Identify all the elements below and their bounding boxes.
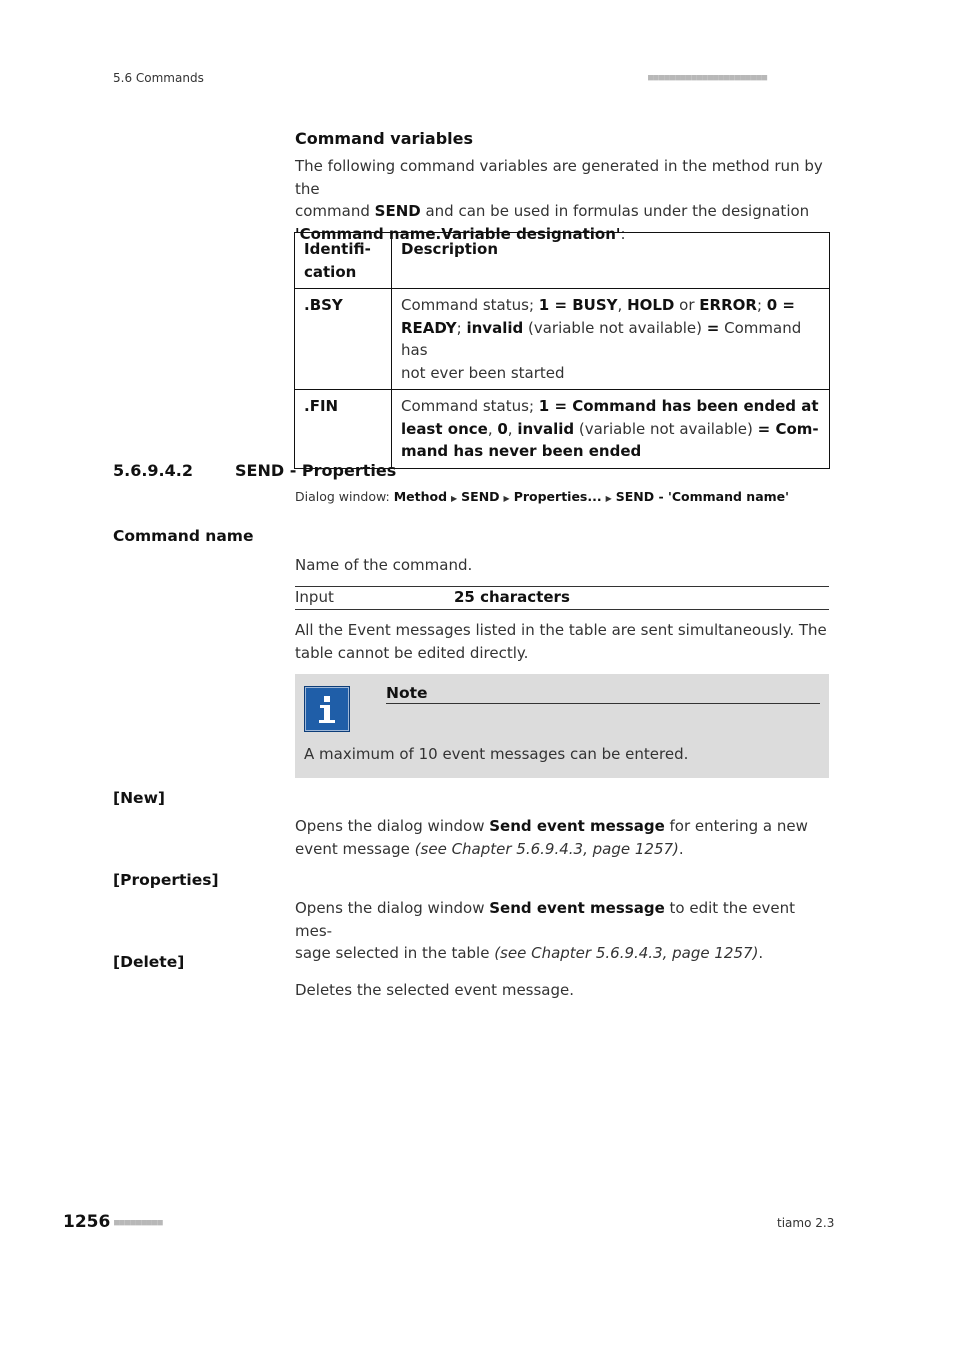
note-title: Note: [386, 684, 820, 704]
properties-button-label: [Properties]: [113, 871, 219, 889]
description-header: Description: [392, 233, 830, 289]
arrow-right-icon: ▶: [503, 494, 510, 503]
table-row: [295, 390, 830, 469]
note-text: A maximum of 10 event messages can be entered.: [304, 745, 689, 763]
chapter-link[interactable]: (see Chapter 5.6.9.4.3, page 1257): [494, 944, 759, 962]
page-number: 1256: [63, 1212, 111, 1232]
chapter-link[interactable]: (see Chapter 5.6.9.4.3, page 1257): [414, 839, 679, 858]
command-variables-intro: The following command variables are generated in the method run by the command SEND and can be used in formulas under the designation 'Command name.Variable designation':: [295, 157, 823, 243]
variable-description: Command status; 1 = Command has been ended at least once, 0, invalid (variable not available) = Com- mand has never been ended: [392, 390, 830, 469]
delete-button-label: [Delete]: [113, 953, 185, 971]
variable-id: .FIN: [295, 390, 392, 469]
identification-header: Identifi- cation: [295, 233, 392, 289]
command-name-label: Command name: [113, 527, 254, 545]
input-value: 25 characters: [454, 588, 570, 606]
section-title: SEND - Properties: [235, 461, 397, 480]
info-icon: [304, 686, 350, 732]
command-name-desc: Name of the command.: [295, 556, 473, 574]
arrow-right-icon: ▶: [605, 494, 612, 503]
note-box: [295, 674, 829, 778]
dialog-path: Dialog window: Method ▶ SEND ▶ Properties... ▶ SEND - 'Command name': [295, 489, 789, 504]
command-variables-table: [294, 232, 830, 469]
input-label: Input: [295, 588, 334, 606]
table-header-row: [295, 233, 830, 289]
new-button-label: [New]: [113, 789, 165, 807]
footer-dots: ■■■■■■■■■: [114, 1218, 163, 1228]
header-dots: ■■■■■■■■■■■■■■■■■■■■■■: [648, 73, 768, 83]
variable-id: .BSY: [295, 289, 392, 390]
running-header-section: 5.6 Commands: [113, 71, 204, 85]
command-variables-heading: Command variables: [295, 129, 473, 148]
arrow-right-icon: ▶: [451, 494, 458, 503]
new-button-desc: Opens the dialog window Send event message for entering a new event message (see Chapter 5.6.9.4.3, page 1257).: [295, 817, 808, 858]
command-name-note: All the Event messages listed in the table are sent simultaneously. The table cannot be edited directly.: [295, 621, 827, 662]
section-number: 5.6.9.4.2: [113, 461, 193, 480]
table-row: [295, 289, 830, 390]
properties-button-desc: Opens the dialog window Send event message to edit the event mes- sage selected in the table (see Chapter 5.6.9.4.3, page 1257).: [295, 899, 796, 962]
input-spec-table: [295, 586, 829, 610]
variable-description: Command status; 1 = BUSY, HOLD or ERROR; 0 = READY; invalid (variable not available) = Command has not ever been started: [392, 289, 830, 390]
product-name: tiamo 2.3: [777, 1216, 835, 1230]
delete-button-desc: Deletes the selected event message.: [295, 981, 575, 999]
